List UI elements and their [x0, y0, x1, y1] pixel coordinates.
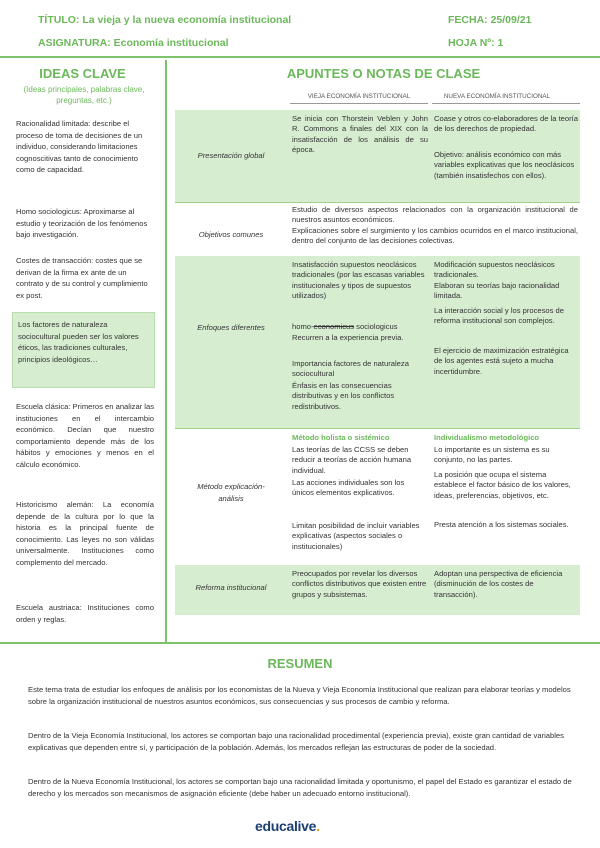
new-cell: Modificación supuestos neoclásicos tradicionales. — [434, 260, 555, 280]
old-cell: Insatisfacción supuestos neoclásicos tradicionales (por las escasas variables institucionales y tipos de supuestos utilizados) — [292, 260, 425, 301]
row-label: Presentación global — [197, 151, 265, 160]
column-header-old: VIEJA ECONOMÍA INSTITUCIONAL — [307, 93, 411, 100]
date-label: FECHA: 25/09/21 — [448, 14, 532, 26]
row-label: Reforma institucional — [195, 583, 267, 592]
struck-word: economicus — [313, 322, 355, 331]
summary-paragraph: Este tema trata de estudiar los enfoques de análisis por los economistas de la Nueva y Vieja Economía Institucional que realizan para elaborar teorías y modelos sobre la organización institucional de nuestros asuntos económicos, sus consecuencias y sus procesos de cambio y reforma. — [28, 685, 571, 706]
new-cell: El ejercicio de maximización estratégica de los agentes está sujeto a mucha incertidumbre. — [434, 346, 569, 376]
logo-dot: . — [316, 818, 320, 834]
column-divider — [165, 60, 167, 642]
summary-divider — [0, 642, 600, 644]
subject-label: ASIGNATURA: Economía institucional — [38, 37, 229, 49]
old-cell: Las acciones individuales son los únicos elementos explicativos. — [292, 478, 405, 498]
header-rule — [290, 103, 428, 104]
idea-item: Escuela clásica: Primeros en analizar las instituciones en el intercambio económico. Decían que nuestro comportamiento depende más de los hábitos y emociones y menos en el cálculo económico. — [16, 402, 155, 469]
idea-item: Escuela austriaca: Instituciones como orden y reglas. — [16, 603, 154, 624]
new-cell: Lo importante es un sistema es su conjunto, no las partes. — [434, 445, 550, 465]
key-ideas-title: IDEAS CLAVE — [39, 66, 126, 81]
summary-title: RESUMEN — [267, 656, 333, 671]
row-label: Objetivos comunes — [198, 230, 264, 239]
document-title: TÍTULO: La vieja y la nueva economía institucional — [38, 14, 292, 26]
old-cell — [292, 322, 428, 332]
row-divider — [175, 428, 580, 429]
strike-prefix: homo- — [292, 322, 314, 331]
class-notes-title: APUNTES O NOTAS DE CLASE — [286, 66, 481, 81]
old-cell: Se inicia con Thorstein Veblen y John R. Commons a finales del XIX con la insatisfacción de los análisis de su época. — [292, 114, 428, 155]
row-label: Enfoques diferentes — [197, 323, 265, 332]
summary-paragraph: Dentro de la Vieja Economía Institucional, los actores se comportan bajo una racionalidad procedimental (experiencia previa), existe gran cantidad de variables explicativas que dependen entre sí, y participación de la población. Además, los mercados reflejan las estructuras de poder de la sociedad. — [28, 731, 564, 752]
column-header-new: NUEVA ECONOMÍA INSTITUCIONAL — [443, 93, 551, 100]
page-number-label: HOJA Nº: 1 — [448, 37, 504, 49]
old-cell: Recurren a la experiencia previa. — [292, 333, 404, 342]
old-cell: Énfasis en las consecuencias distributivas y en los conflictos redistributivos. — [292, 381, 395, 411]
idea-item: Historicismo alemán: La economía depende de la cultura por lo que la historia es la principal fuente de conocimiento. Las leyes no son válidas universalmente. Instituciones como complemento del mercado. — [16, 500, 154, 567]
old-method-heading: Método holista o sistémico — [292, 433, 390, 442]
new-method-heading: Individualismo metodológico — [434, 433, 540, 442]
idea-item: Racionalidad limitada: describe el proceso de toma de decisiones de un individuo, considerando limitaciones cognoscitivas tanto de conocimiento como de capacidad. — [16, 119, 143, 175]
highlighted-idea: Los factores de naturaleza sociocultural pueden ser los valores éticos, las tradiciones culturales, principios ideológicos… — [12, 312, 155, 388]
row-divider — [175, 202, 580, 203]
new-cell: Adoptan una perspectiva de eficiencia (disminución de los costes de transacción). — [434, 569, 563, 599]
row-label: Método explicación- — [197, 482, 265, 491]
new-cell: La interacción social y los procesos de reforma institucional son complejos. — [434, 306, 565, 326]
old-cell: Limitan posibilidad de incluir variables explicativas (aspectos sociales o institucionales) — [292, 521, 420, 551]
old-cell: Preocupados por revelar los diversos conflictos distributivos que existen entre grupos y subsistemas. — [292, 569, 427, 599]
key-ideas-subtitle: (Ideas principales, palabras clave, preguntas, etc.) — [23, 85, 145, 105]
shared-cell: Estudio de diversos aspectos relacionados con la organización institucional de nuestros asuntos económicos. — [292, 205, 578, 225]
old-cell: Las teorías de las CCSS se deben reducir a teorías de acción humana individual. — [292, 445, 412, 475]
strike-suffix: sociologicus — [354, 322, 398, 331]
new-cell: Presta atención a los sistemas sociales. — [434, 520, 569, 529]
idea-item: Costes de transacción: costes que se derivan de la firma ex ante de un contrato y de su control y cumplimiento ex post. — [16, 256, 148, 300]
header-rule — [432, 103, 580, 104]
shared-cell: Explicaciones sobre el surgimiento y los cambios ocurridos en el marco institucional, dentro del conjunto de las decisiones colectivas. — [292, 226, 578, 246]
row-label: análisis — [218, 494, 244, 503]
new-cell: Elaboran su teorías bajo racionalidad limitada. — [434, 281, 560, 301]
educalive-logo — [255, 818, 320, 834]
summary-paragraph: Dentro de la Nueva Economía Institucional, los actores se comportan bajo una racionalidad limitada y oportunismo, el papel del Estado es garantizar el estado de derecho y los mercados son mecanismos de asignación eficiente (debe haber un adecuado entorno institucional). — [28, 777, 572, 798]
logo-text: educalive — [255, 818, 317, 834]
old-cell: Importancia factores de naturaleza sociocultural — [292, 359, 409, 379]
idea-item: Homo sociologicus: Aproximarse al estudio y teorización de los fenómenos bajo investigación. — [16, 207, 148, 240]
new-cell: Objetivo: análisis económico con más variables explicativas que los neoclásicos (también insatisfechos con ellos). — [434, 150, 575, 180]
new-cell: Coase y otros co-elaboradores de la teoría de los derechos de propiedad. — [434, 114, 578, 134]
document-header — [0, 0, 600, 58]
new-cell: La posición que ocupa el sistema establece el factor básico de los valores, ideas, preferencias, objetivos, etc. — [434, 470, 571, 500]
